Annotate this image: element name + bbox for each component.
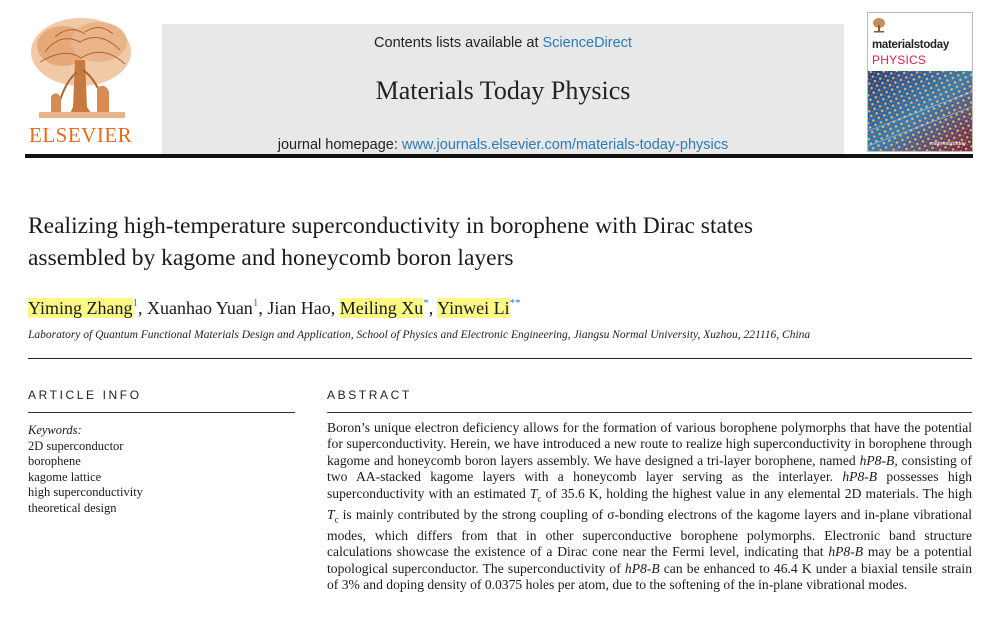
sciencedirect-link[interactable]: ScienceDirect — [542, 35, 632, 51]
author-yiming-zhang[interactable]: Yiming Zhang — [28, 298, 133, 318]
author-separator: , — [258, 298, 268, 318]
title-divider — [28, 358, 972, 359]
journal-info-box — [162, 24, 844, 156]
contents-prefix: Contents lists available at — [374, 35, 543, 51]
publisher-name[interactable]: ELSEVIER — [29, 123, 133, 147]
journal-cover-thumbnail[interactable] — [867, 12, 973, 152]
article-info-heading: ARTICLE INFO — [28, 388, 142, 402]
author-yinwei-li[interactable]: Yinwei Li — [437, 298, 510, 318]
journal-header — [25, 12, 973, 153]
author-xuanhao-yuan[interactable]: Xuanhao Yuan — [147, 298, 253, 318]
homepage-line — [162, 137, 844, 153]
contents-line — [162, 35, 844, 51]
journal-homepage-link[interactable]: www.journals.elsevier.com/materials-today-physics — [401, 137, 729, 153]
abstract-divider — [327, 412, 972, 413]
author-separator: , — [138, 298, 147, 318]
elsevier-mini-tree-icon — [872, 17, 886, 33]
author-list — [28, 290, 521, 321]
abstract-text: Boron’s unique electron deficiency allows for the formation of various borophene polymorphs that have the potential for superconductivity. Herein, we have introduced a new route to realize high superconductivity in borophene through kagome and honeycomb boron layers assembly. We have designed a tri-layer borophene, named hP8-B, consisting of two AA-stacked kagome layers with a honeycomb layer serving as the interlayer. hP8-B possesses high superconductivity with an estimated $T_c$ of 35.6 K, holding the highest value in any elemental 2D materials. The high $T_c$ is mainly contributed by the strong coupling of σ-bonding electrons of the kagome layers and in-plane vibrational modes, which differs from that in other superconductive borophene polymorphs. Electronic band structure calculations showcase the existence of a Dirac cone near the Fermi level, indicating that hP8-B may be a potential topological superconductor. The superconductivity of hP8-B can be enhanced to 46.4 K under a biaxial tensile strain of 3% and doping density of 0.0375 holes per atom, due to the softening of the in-plane vibrational modes. — [327, 420, 972, 593]
corresponding-mark[interactable]: * — [423, 297, 429, 309]
author-separator: , — [428, 298, 438, 318]
author-jian-hao[interactable]: Jian Hao — [267, 298, 331, 318]
keywords-title: Keywords: — [28, 423, 82, 437]
author-meiling-xu[interactable]: Meiling Xu — [339, 298, 424, 318]
keywords-block — [28, 423, 143, 516]
author-separator: , — [330, 298, 340, 318]
keyword-item: high superconductivity — [28, 485, 143, 499]
journal-title: Materials Today Physics — [375, 76, 631, 105]
keyword-item: 2D superconductor — [28, 438, 124, 453]
cover-lattice-image — [868, 71, 973, 152]
abstract-heading: ABSTRACT — [327, 388, 412, 402]
header-divider — [25, 154, 973, 158]
cover-footer-brand: materialstoday — [930, 141, 966, 147]
keyword-item: theoretical design — [28, 500, 117, 515]
cover-subtitle: PHYSICS — [872, 53, 927, 67]
keyword-item: kagome lattice — [28, 469, 102, 484]
affiliation: Laboratory of Quantum Functional Materials Design and Application, School of Physics and Electronic Engineering, Jiangsu Normal University, Xuzhou, 221116, China — [28, 329, 811, 341]
article-info-divider — [28, 412, 295, 413]
corresponding-mark[interactable]: ** — [509, 297, 521, 309]
affiliation-mark[interactable]: 1 — [252, 297, 259, 309]
article-title: Realizing high-temperature superconductivity in borophene with Dirac states assembled by kagome and honeycomb boron layers — [28, 213, 754, 271]
homepage-prefix: journal homepage: — [277, 137, 402, 153]
affiliation-mark[interactable]: 1 — [132, 297, 138, 309]
keyword-item: borophene — [28, 454, 81, 468]
cover-brand: materialstoday — [872, 39, 949, 51]
